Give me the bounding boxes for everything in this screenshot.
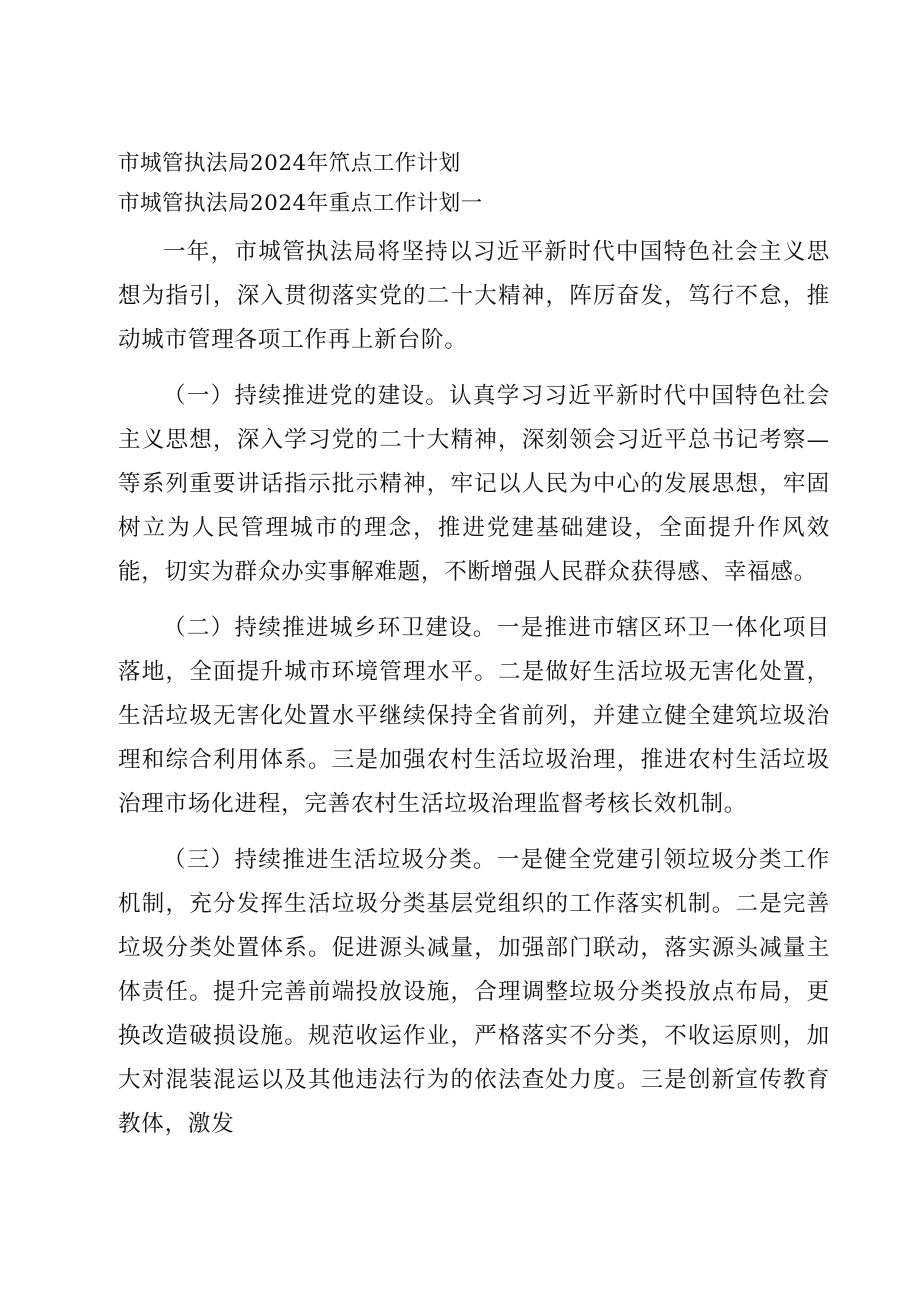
title-block — [118, 150, 830, 218]
section-sanitation: （二）持续推进城乡环卫建设。一是推进市辖区环卫一体化项目落地，全面提升城市环境管理水平。二是做好生活垃圾无害化处置，生活垃圾无害化处置水平继续保持全省前列，并建立健全建筑垃圾治理和综合利用体系。三是加强农村生活垃圾治理，推进农村生活垃圾治理市场化进程，完善农村生活垃圾治理监督考核长效机制。 — [118, 615, 830, 817]
document-title: 市城管执法局2024年笊点工作计划 — [118, 151, 461, 176]
section-party-building: （一）持续推进党的建设。认真学习习近平新时代中国特色社会主义思想，深入学习党的二十大精神，深刻领会习近平总书记考察—等系列重要讲话指示批示精神，牢记以人民为中心的发展思想，牢固树立为人民管理城市的理念，推进党建基础建设，全面提升作风效能，切实为群众办实事解难题，不断增强人民群众获得感、幸福感。 — [118, 383, 830, 585]
document-subtitle: 市城管执法局2024年重点工作计划一 — [118, 191, 483, 216]
document-body — [118, 150, 830, 1146]
intro-paragraph: 一年，市城管执法局将坚持以习近平新时代中国特色社会主义思想为指引，深入贯彻落实党的二十大精神，阵厉奋发，笃行不怠，推动城市管理各项工作再上新台阶。 — [118, 239, 830, 353]
section-waste-sorting: （三）持续推进生活垃圾分类。一是健全党建引领垃圾分类工作机制，充分发挥生活垃圾分类基层党组织的工作落实机制。二是完善垃圾分类处置体系。促进源头减量，加强部门联动，落实源头减量主体责任。提升完善前端投放设施，合理调整垃圾分类投放点布局，更换改造破损设施。规范收运作业，严格落实不分类，不收运原则，加大对混装混运以及其他违法行为的依法查处力度。三是创新宣传教育教体，激发 — [118, 847, 830, 1137]
